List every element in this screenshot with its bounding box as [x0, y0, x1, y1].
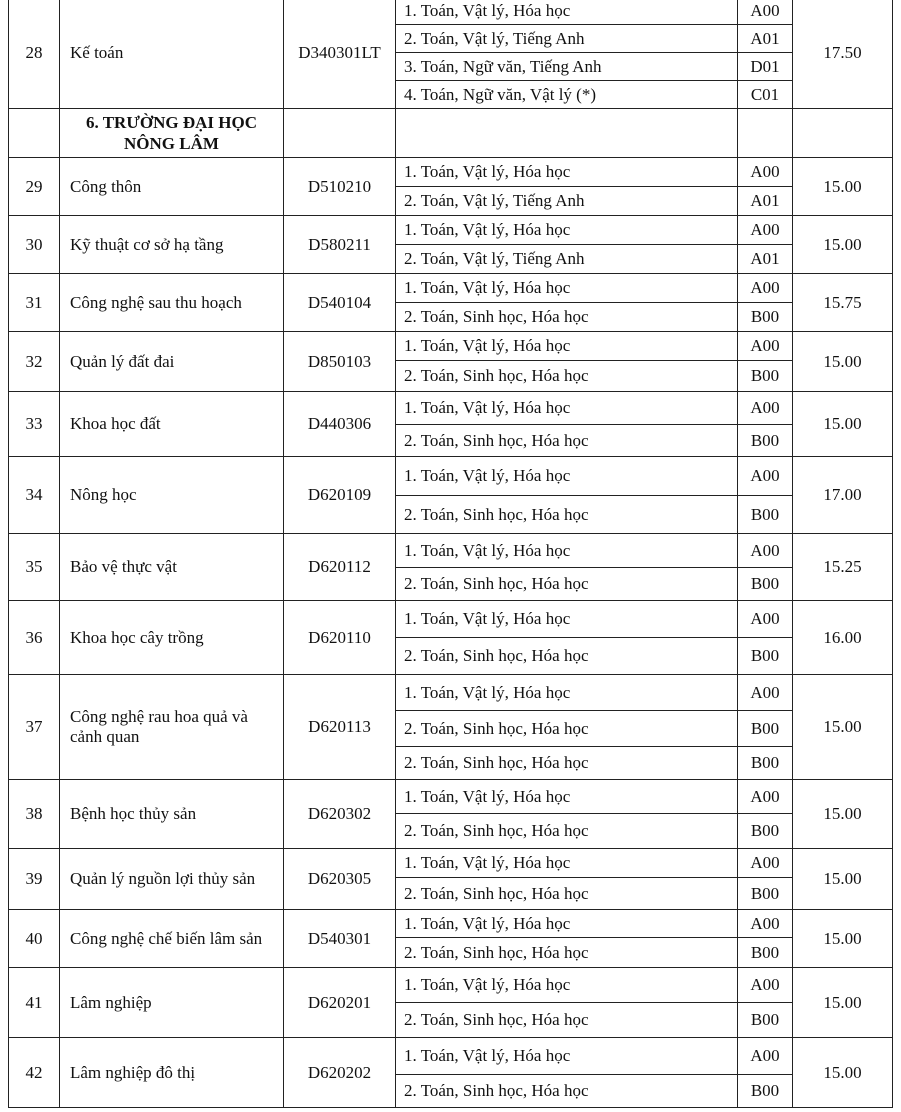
table-row — [9, 392, 893, 425]
exam-block-code: C01 — [738, 81, 793, 109]
exam-block-code: A00 — [738, 457, 793, 496]
major-name: Công nghệ chế biến lâm sản — [60, 910, 284, 968]
subject-combination: 2. Toán, Sinh học, Hóa học — [396, 747, 738, 780]
subject-combination: 1. Toán, Vật lý, Hóa học — [396, 675, 738, 711]
exam-block-code: B00 — [738, 568, 793, 601]
major-name: Công thôn — [60, 158, 284, 216]
table-row — [9, 332, 893, 361]
subject-combination: 2. Toán, Vật lý, Tiếng Anh — [396, 25, 738, 53]
row-number: 28 — [9, 0, 60, 109]
cutoff-score: 17.50 — [793, 0, 893, 109]
exam-block-code: A01 — [738, 245, 793, 274]
exam-block-code: A01 — [738, 187, 793, 216]
cutoff-score: 15.00 — [793, 675, 893, 780]
exam-block-code: B00 — [738, 638, 793, 675]
cutoff-score: 15.00 — [793, 910, 893, 968]
row-number: 38 — [9, 780, 60, 849]
subject-combination: 1. Toán, Vật lý, Hóa học — [396, 158, 738, 187]
row-number: 31 — [9, 274, 60, 332]
exam-block-code: A00 — [738, 274, 793, 303]
section-code-cell — [284, 109, 396, 158]
row-number: 42 — [9, 1038, 60, 1108]
row-number: 36 — [9, 601, 60, 675]
row-number: 41 — [9, 968, 60, 1038]
row-number: 37 — [9, 675, 60, 780]
subject-combination: 1. Toán, Vật lý, Hóa học — [396, 1038, 738, 1075]
major-code: D620113 — [284, 675, 396, 780]
exam-block-code: B00 — [738, 496, 793, 534]
major-name: Khoa học đất — [60, 392, 284, 457]
exam-block-code: B00 — [738, 814, 793, 849]
cutoff-score: 15.00 — [793, 158, 893, 216]
exam-block-code: A00 — [738, 1038, 793, 1075]
row-number: 30 — [9, 216, 60, 274]
subject-combination: 2. Toán, Sinh học, Hóa học — [396, 1075, 738, 1108]
major-code: D440306 — [284, 392, 396, 457]
major-code: D580211 — [284, 216, 396, 274]
exam-block-code: A00 — [738, 332, 793, 361]
exam-block-code: A00 — [738, 0, 793, 25]
subject-combination: 1. Toán, Vật lý, Hóa học — [396, 392, 738, 425]
row-number: 35 — [9, 534, 60, 601]
major-name: Nông học — [60, 457, 284, 534]
subject-combination: 2. Toán, Sinh học, Hóa học — [396, 496, 738, 534]
section-header-row — [9, 109, 893, 158]
exam-block-code: B00 — [738, 1003, 793, 1038]
subject-combination: 1. Toán, Vật lý, Hóa học — [396, 332, 738, 361]
subject-combination: 1. Toán, Vật lý, Hóa học — [396, 534, 738, 568]
section-block-cell — [738, 109, 793, 158]
exam-block-code: B00 — [738, 938, 793, 968]
major-code: D340301LT — [284, 0, 396, 109]
major-code: D850103 — [284, 332, 396, 392]
exam-block-code: B00 — [738, 361, 793, 392]
row-number: 32 — [9, 332, 60, 392]
table-row — [9, 158, 893, 187]
cutoff-score: 15.00 — [793, 392, 893, 457]
subject-combination: 2. Toán, Vật lý, Tiếng Anh — [396, 245, 738, 274]
cutoff-score: 17.00 — [793, 457, 893, 534]
row-number: 40 — [9, 910, 60, 968]
exam-block-code: A01 — [738, 25, 793, 53]
section-subjects-cell — [396, 109, 738, 158]
major-name: Lâm nghiệp đô thị — [60, 1038, 284, 1108]
cutoff-score: 15.00 — [793, 968, 893, 1038]
exam-block-code: A00 — [738, 910, 793, 938]
admission-table-body — [9, 0, 893, 1108]
subject-combination: 1. Toán, Vật lý, Hóa học — [396, 780, 738, 814]
exam-block-code: A00 — [738, 158, 793, 187]
major-name: Khoa học cây trồng — [60, 601, 284, 675]
subject-combination: 2. Toán, Sinh học, Hóa học — [396, 303, 738, 332]
table-row — [9, 274, 893, 303]
subject-combination: 4. Toán, Ngữ văn, Vật lý (*) — [396, 81, 738, 109]
table-row — [9, 601, 893, 638]
exam-block-code: B00 — [738, 747, 793, 780]
major-code: D620112 — [284, 534, 396, 601]
subject-combination: 2. Toán, Sinh học, Hóa học — [396, 361, 738, 392]
major-code: D620109 — [284, 457, 396, 534]
exam-block-code: B00 — [738, 303, 793, 332]
table-row — [9, 216, 893, 245]
subject-combination: 2. Toán, Sinh học, Hóa học — [396, 814, 738, 849]
cutoff-score: 15.25 — [793, 534, 893, 601]
subject-combination: 2. Toán, Sinh học, Hóa học — [396, 711, 738, 747]
admission-table — [8, 0, 893, 1108]
exam-block-code: A00 — [738, 534, 793, 568]
section-score-cell — [793, 109, 893, 158]
table-row — [9, 1038, 893, 1075]
major-code: D620202 — [284, 1038, 396, 1108]
subject-combination: 2. Toán, Vật lý, Tiếng Anh — [396, 187, 738, 216]
table-row — [9, 0, 893, 25]
major-code: D540104 — [284, 274, 396, 332]
major-code: D620302 — [284, 780, 396, 849]
major-code: D620201 — [284, 968, 396, 1038]
row-number: 39 — [9, 849, 60, 910]
subject-combination: 2. Toán, Sinh học, Hóa học — [396, 425, 738, 457]
table-row — [9, 910, 893, 938]
subject-combination: 2. Toán, Sinh học, Hóa học — [396, 938, 738, 968]
major-name: Lâm nghiệp — [60, 968, 284, 1038]
exam-block-code: B00 — [738, 425, 793, 457]
cutoff-score: 15.00 — [793, 849, 893, 910]
major-name: Bảo vệ thực vật — [60, 534, 284, 601]
subject-combination: 2. Toán, Sinh học, Hóa học — [396, 878, 738, 910]
exam-block-code: B00 — [738, 878, 793, 910]
section-stt-cell — [9, 109, 60, 158]
exam-block-code: A00 — [738, 601, 793, 638]
major-name: Công nghệ rau hoa quả và cảnh quan — [60, 675, 284, 780]
table-row — [9, 968, 893, 1003]
table-row — [9, 457, 893, 496]
cutoff-score: 15.75 — [793, 274, 893, 332]
subject-combination: 1. Toán, Vật lý, Hóa học — [396, 457, 738, 496]
subject-combination: 1. Toán, Vật lý, Hóa học — [396, 274, 738, 303]
major-name: Kỹ thuật cơ sở hạ tầng — [60, 216, 284, 274]
subject-combination: 1. Toán, Vật lý, Hóa học — [396, 601, 738, 638]
major-name: Quản lý nguồn lợi thủy sản — [60, 849, 284, 910]
major-name: Quản lý đất đai — [60, 332, 284, 392]
subject-combination: 2. Toán, Sinh học, Hóa học — [396, 568, 738, 601]
subject-combination: 2. Toán, Sinh học, Hóa học — [396, 638, 738, 675]
exam-block-code: A00 — [738, 675, 793, 711]
major-code: D620110 — [284, 601, 396, 675]
section-title: 6. TRƯỜNG ĐẠI HỌC NÔNG LÂM — [60, 109, 284, 158]
cutoff-score: 16.00 — [793, 601, 893, 675]
major-code: D620305 — [284, 849, 396, 910]
cutoff-score: 15.00 — [793, 1038, 893, 1108]
major-name: Công nghệ sau thu hoạch — [60, 274, 284, 332]
table-row — [9, 849, 893, 878]
subject-combination: 3. Toán, Ngữ văn, Tiếng Anh — [396, 53, 738, 81]
table-row — [9, 534, 893, 568]
major-code: D510210 — [284, 158, 396, 216]
exam-block-code: A00 — [738, 968, 793, 1003]
subject-combination: 2. Toán, Sinh học, Hóa học — [396, 1003, 738, 1038]
major-name: Bệnh học thủy sản — [60, 780, 284, 849]
row-number: 34 — [9, 457, 60, 534]
cutoff-score: 15.00 — [793, 780, 893, 849]
major-code: D540301 — [284, 910, 396, 968]
table-row — [9, 675, 893, 711]
cutoff-score: 15.00 — [793, 332, 893, 392]
subject-combination: 1. Toán, Vật lý, Hóa học — [396, 968, 738, 1003]
exam-block-code: A00 — [738, 780, 793, 814]
exam-block-code: A00 — [738, 849, 793, 878]
row-number: 29 — [9, 158, 60, 216]
exam-block-code: A00 — [738, 216, 793, 245]
major-name: Kế toán — [60, 0, 284, 109]
subject-combination: 1. Toán, Vật lý, Hóa học — [396, 849, 738, 878]
subject-combination: 1. Toán, Vật lý, Hóa học — [396, 216, 738, 245]
subject-combination: 1. Toán, Vật lý, Hóa học — [396, 910, 738, 938]
exam-block-code: B00 — [738, 1075, 793, 1108]
exam-block-code: B00 — [738, 711, 793, 747]
admission-table-sheet — [8, 0, 896, 1108]
table-row — [9, 780, 893, 814]
row-number: 33 — [9, 392, 60, 457]
exam-block-code: D01 — [738, 53, 793, 81]
subject-combination: 1. Toán, Vật lý, Hóa học — [396, 0, 738, 25]
exam-block-code: A00 — [738, 392, 793, 425]
cutoff-score: 15.00 — [793, 216, 893, 274]
